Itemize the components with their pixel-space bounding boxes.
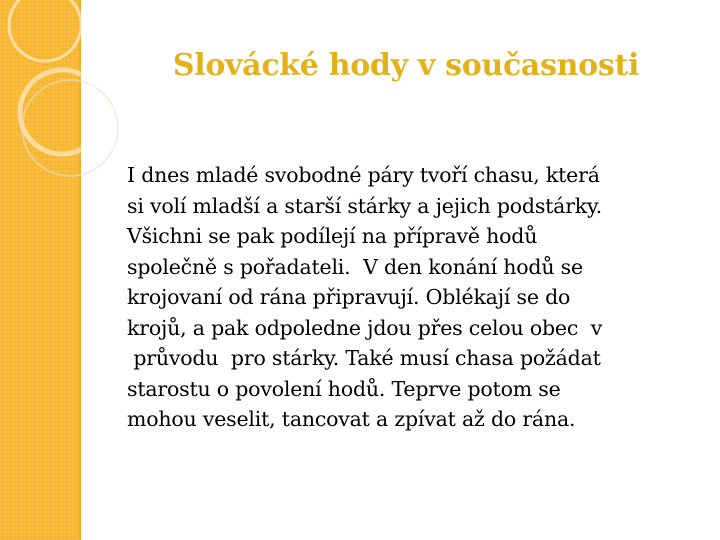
body-line: mohou veselit, tancovat a zpívat až do rána.: [127, 407, 576, 431]
body-line: krojů, a pak odpoledne jdou přes celou obec v: [127, 315, 603, 340]
body-line: průvodu pro stárky. Také musí chasa požádat: [127, 346, 601, 370]
body-line: krojovaní od rána připravují. Oblékají se do: [127, 285, 571, 309]
body-line: společně s pořadateli. V den konání hodů se: [127, 254, 583, 279]
body-line: starostu o povolení hodů. Teprve potom se: [127, 376, 561, 401]
slide-title: Slovácké hody v současnosti: [172, 48, 640, 83]
body-line: I dnes mladé svobodné páry tvoří chasu, která: [127, 163, 600, 187]
body-line: si volí mladší a starší stárky a jejich podstárky.: [127, 193, 602, 218]
body-line: Všichni se pak podílejí na přípravě hodů: [127, 224, 538, 248]
slide-body-text: [127, 160, 702, 435]
decorative-side-band: [0, 0, 79, 540]
side-band-edge: [79, 0, 81, 540]
